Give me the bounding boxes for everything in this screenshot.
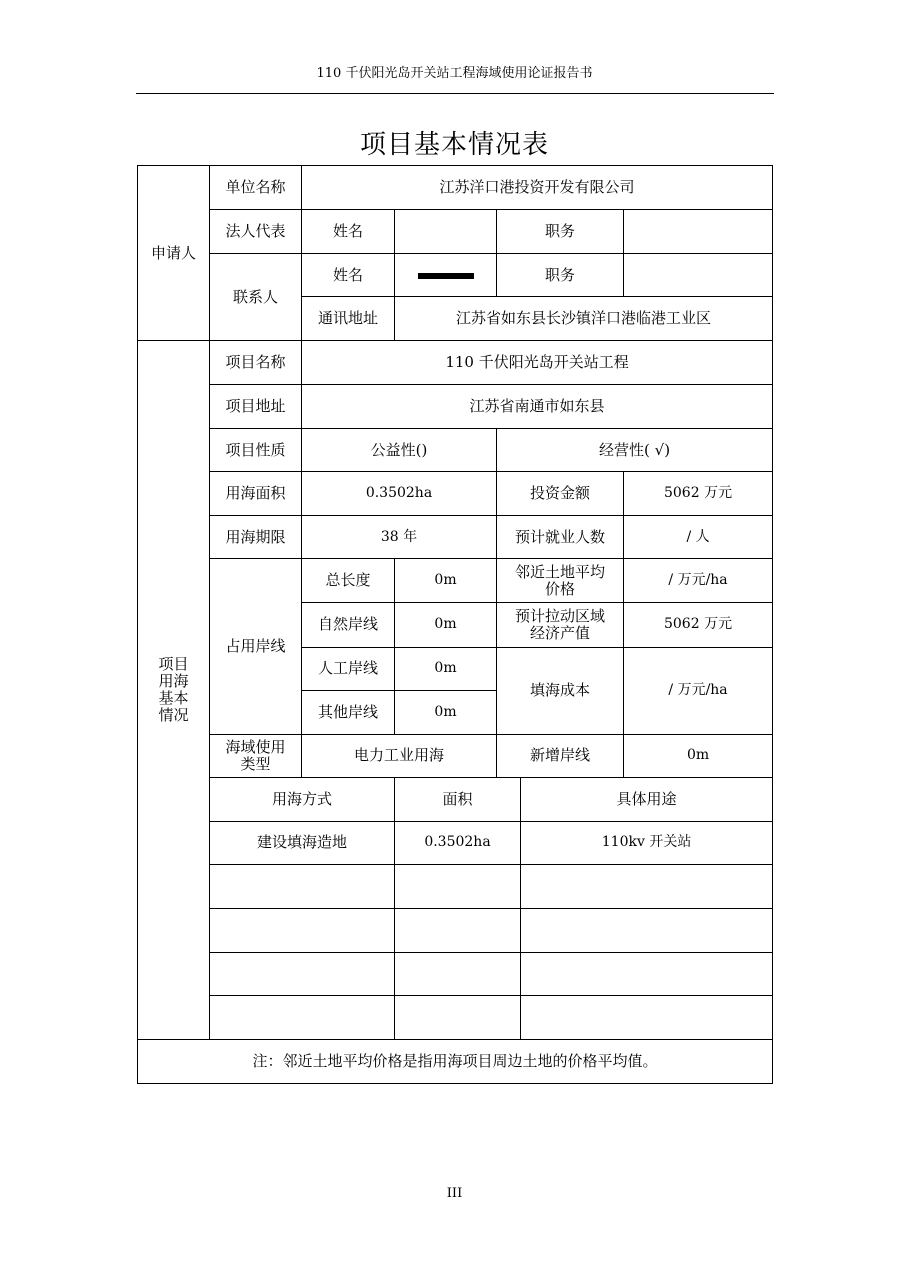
investment-label: 投资金额 <box>497 472 624 516</box>
table-row-purpose <box>521 995 773 1039</box>
table-row-area: 0.3502ha <box>395 821 521 864</box>
contact-position-label: 职务 <box>497 254 624 297</box>
table-row-mode: 建设填海造地 <box>210 821 395 864</box>
purpose-header: 具体用途 <box>521 777 773 821</box>
contact-name-value <box>395 254 497 297</box>
table-row-mode <box>210 864 395 908</box>
header-rule <box>136 93 774 94</box>
table-row-area <box>395 995 521 1039</box>
table-row-purpose <box>521 908 773 952</box>
legal-rep-position-value <box>624 210 773 254</box>
project-location-value: 江苏省南通市如东县 <box>302 385 773 429</box>
contact-label: 联系人 <box>210 254 302 341</box>
address-value: 江苏省如东县长沙镇洋口港临港工业区 <box>395 297 773 341</box>
natural-shoreline-value: 0m <box>395 603 497 647</box>
sea-term-value: 38 年 <box>302 516 497 559</box>
redaction-bar <box>418 273 474 279</box>
table-row-purpose: 110kv 开关站 <box>521 821 773 864</box>
table-row-purpose <box>521 952 773 995</box>
sea-area-value: 0.3502ha <box>302 472 497 516</box>
table-row-area <box>395 864 521 908</box>
project-location-label: 项目地址 <box>210 385 302 429</box>
table-row-mode <box>210 908 395 952</box>
employment-label: 预计就业人数 <box>497 516 624 559</box>
page-number: III <box>446 1186 463 1201</box>
mode-header: 用海方式 <box>210 777 395 821</box>
address-label: 通讯地址 <box>302 297 395 341</box>
project-name-label: 项目名称 <box>210 341 302 385</box>
land-price-value: / 万元/ha <box>624 559 773 603</box>
investment-value: 5062 万元 <box>624 472 773 516</box>
economic-output-label: 预计拉动区域经济产值 <box>497 603 624 647</box>
legal-rep-position-label: 职务 <box>497 210 624 254</box>
area-header: 面积 <box>395 777 521 821</box>
sea-area-label: 用海面积 <box>210 472 302 516</box>
employment-value: / 人 <box>624 516 773 559</box>
other-shoreline-value: 0m <box>395 690 497 734</box>
nature-public: 公益性() <box>302 429 497 472</box>
table-row-mode <box>210 952 395 995</box>
applicant-section-label: 申请人 <box>138 166 210 341</box>
use-type-value: 电力工业用海 <box>302 734 497 777</box>
shoreline-label: 占用岸线 <box>210 559 302 734</box>
contact-position-value <box>624 254 773 297</box>
table-row-area <box>395 908 521 952</box>
artificial-shoreline-value: 0m <box>395 647 497 690</box>
table-row-purpose <box>521 864 773 908</box>
table-row-area <box>395 952 521 995</box>
project-nature-label: 项目性质 <box>210 429 302 472</box>
nature-commercial: 经营性( √) <box>497 429 773 472</box>
sea-term-label: 用海期限 <box>210 516 302 559</box>
unit-name-value: 江苏洋口港投资开发有限公司 <box>302 166 773 210</box>
economic-output-value: 5062 万元 <box>624 603 773 647</box>
unit-name-label: 单位名称 <box>210 166 302 210</box>
table-note: 注：邻近土地平均价格是指用海项目周边土地的价格平均值。 <box>138 1039 773 1083</box>
other-shoreline-label: 其他岸线 <box>302 690 395 734</box>
total-length-label: 总长度 <box>302 559 395 603</box>
project-info-table <box>137 165 773 1084</box>
new-shoreline-label: 新增岸线 <box>497 734 624 777</box>
total-length-value: 0m <box>395 559 497 603</box>
project-section-label: 项目 用海 基本 情况 <box>138 341 210 1040</box>
table-row-mode <box>210 995 395 1039</box>
legal-rep-name-label: 姓名 <box>302 210 395 254</box>
artificial-shoreline-label: 人工岸线 <box>302 647 395 690</box>
project-name-value: 110 千伏阳光岛开关站工程 <box>302 341 773 385</box>
legal-rep-label: 法人代表 <box>210 210 302 254</box>
legal-rep-name-value <box>395 210 497 254</box>
fill-cost-value: / 万元/ha <box>624 647 773 734</box>
page-header: 110 千伏阳光岛开关站工程海域使用论证报告书 <box>316 66 593 81</box>
use-type-label: 海域使用类型 <box>210 734 302 777</box>
natural-shoreline-label: 自然岸线 <box>302 603 395 647</box>
land-price-label: 邻近土地平均价格 <box>497 559 624 603</box>
new-shoreline-value: 0m <box>624 734 773 777</box>
page-title: 项目基本情况表 <box>359 130 549 160</box>
fill-cost-label: 填海成本 <box>497 647 624 734</box>
contact-name-label: 姓名 <box>302 254 395 297</box>
